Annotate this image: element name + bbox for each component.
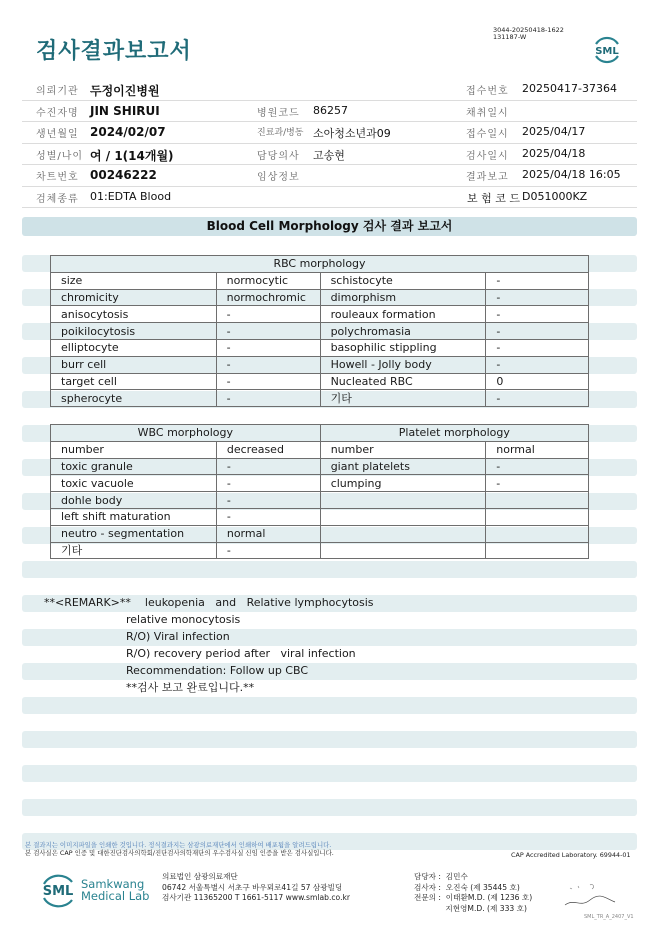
wbc-item-value-2: - [486, 458, 589, 475]
wbc-item-value: decreased [216, 441, 320, 458]
label-specimen: 검체종류 [36, 193, 79, 205]
document-id [493, 27, 564, 41]
label-received: 접수일시 [466, 129, 509, 140]
label-sex-age: 성별/나이 [36, 150, 84, 162]
rbc-row [51, 356, 589, 373]
wbc-platelet-morphology-table [50, 424, 589, 559]
rbc-item-value-2: - [486, 289, 589, 306]
label-hospital-code: 병원코드 [257, 107, 300, 119]
wbc-item-name: toxic granule [51, 458, 217, 475]
info-row-institution [22, 79, 637, 101]
info-row-sex-age [22, 144, 637, 166]
rbc-item-name: chromicity [51, 289, 217, 306]
rbc-item-value: - [216, 339, 320, 356]
rbc-item-name-2: Nucleated RBC [320, 373, 486, 390]
info-row-chart-no [22, 165, 637, 187]
wbc-item-name-2 [320, 492, 486, 509]
wbc-item-value: - [216, 458, 320, 475]
rbc-item-name: spherocyte [51, 390, 217, 407]
doc-id-line1: 3044-20250418-1622 [493, 26, 564, 34]
remark-line: **검사 보고 완료입니다.** [126, 681, 255, 694]
address: 06742 서울특별시 서초구 바우뫼로41길 57 삼광빌딩 [162, 882, 343, 892]
brand-line1: Samkwang [81, 877, 145, 891]
remark-line: relative monocytosis [126, 613, 241, 626]
rbc-item-name-2: schistocyte [320, 272, 486, 289]
rbc-item-value-2: - [486, 272, 589, 289]
stripe-band [22, 561, 637, 578]
value-dob: 2024/02/07 [90, 125, 166, 139]
value-insurance: D051000KZ [522, 189, 588, 203]
rbc-item-name-2: 기타 [320, 390, 486, 407]
rbc-header: RBC morphology [51, 256, 589, 273]
rbc-item-name-2: dimorphism [320, 289, 486, 306]
label-insurance: 보 험 코 드 [467, 191, 520, 205]
label-clinical: 임상정보 [257, 172, 300, 183]
rbc-item-value: - [216, 323, 320, 340]
brand-line2: Medical Lab [81, 889, 150, 903]
footer-notice [25, 841, 334, 857]
remark-line: R/O) recovery period after viral infection [126, 647, 356, 660]
rbc-item-name-2: basophilic stippling [320, 339, 486, 356]
wbc-item-name-2: giant platelets [320, 458, 486, 475]
rbc-row [51, 323, 589, 340]
value-received: 2025/04/17 [522, 125, 586, 138]
value-chart-no: 00246222 [90, 168, 157, 182]
wbc-row [51, 441, 589, 458]
rbc-item-name: target cell [51, 373, 217, 390]
rbc-item-name: size [51, 272, 217, 289]
form-id: SML_TR_A_2407_V1 [584, 914, 634, 920]
signature-icon [560, 880, 630, 910]
rbc-item-name: anisocytosis [51, 306, 217, 323]
doc-id-line2: 131187-W [493, 33, 527, 41]
wbc-item-value-2 [486, 542, 589, 559]
stripe-band [22, 731, 637, 748]
wbc-item-name-2 [320, 525, 486, 542]
remark-first-line [44, 594, 374, 611]
wbc-row [51, 458, 589, 475]
value-receipt-no: 20250417-37364 [522, 82, 617, 95]
notice-image-print: 본 결과지는 이미지파일을 인쇄한 것입니다. 정식결과지는 삼광의료재단에서 인쇄하여 배포됨을 알려드립니다. [25, 841, 332, 849]
rbc-item-value-2: - [486, 356, 589, 373]
platelet-header: Platelet morphology [320, 425, 588, 442]
wbc-item-value: - [216, 542, 320, 559]
rbc-item-value-2: - [486, 306, 589, 323]
rbc-row [51, 339, 589, 356]
wbc-item-value: - [216, 492, 320, 509]
label-institution: 의뢰기관 [36, 86, 79, 97]
staff-manager: 담당자 : 김민수 [414, 872, 468, 881]
rbc-row [51, 373, 589, 390]
stripe-band [22, 799, 637, 816]
stripe-band [22, 697, 637, 714]
value-specimen: 01:EDTA Blood [90, 189, 172, 203]
wbc-row [51, 508, 589, 525]
rbc-item-value: - [216, 390, 320, 407]
rbc-item-name: burr cell [51, 356, 217, 373]
value-reported: 2025/04/18 16:05 [522, 168, 621, 181]
label-tested: 검사일시 [466, 150, 509, 162]
label-collection: 채취일시 [466, 107, 509, 119]
contact: 검사기관 11365200 T 1661-5117 www.smlab.co.kr [162, 893, 350, 902]
report-title: 검사결과보고서 [36, 39, 192, 64]
remark-line: R/O) Viral infection [126, 630, 230, 643]
rbc-item-value-2: - [486, 339, 589, 356]
lab-address [162, 872, 350, 904]
wbc-item-name: dohle body [51, 492, 217, 509]
org-name: 의료법인 삼광의료재단 [162, 872, 238, 881]
label-reported: 결과보고 [466, 172, 509, 183]
wbc-row [51, 492, 589, 509]
rbc-item-name: poikilocytosis [51, 323, 217, 340]
info-row-specimen [22, 187, 637, 209]
rbc-header-row [51, 256, 589, 273]
wbc-item-value-2 [486, 508, 589, 525]
rbc-morphology-table [50, 255, 589, 407]
wbc-item-name-2 [320, 542, 486, 559]
cap-accreditation: CAP Accredited Laboratory. 69944-01 [511, 851, 631, 859]
sml-logo-icon [590, 33, 624, 67]
rbc-item-name-2: Howell - Jolly body [320, 356, 486, 373]
wbc-row [51, 475, 589, 492]
sml-footer-logo-icon [36, 872, 80, 908]
value-doctor: 고송현 [313, 148, 345, 162]
remark-line: Recommendation: Follow up CBC [126, 664, 309, 677]
rbc-item-name-2: polychromasia [320, 323, 486, 340]
rbc-item-value: normocytic [216, 272, 320, 289]
wbc-item-value-2: - [486, 475, 589, 492]
remark-section [44, 594, 374, 696]
label-dept: 진료과/병동 [257, 128, 304, 138]
wbc-item-value: - [216, 475, 320, 492]
wbc-item-name: toxic vacuole [51, 475, 217, 492]
label-receipt-no: 접수번호 [466, 86, 509, 97]
info-row-dob [22, 122, 637, 144]
value-name: JIN SHIRUI [90, 103, 160, 118]
wbc-item-value-2 [486, 492, 589, 509]
label-doctor: 담당의사 [257, 150, 300, 162]
value-tested: 2025/04/18 [522, 146, 586, 160]
label-chart-no: 차트번호 [36, 172, 79, 183]
wbc-item-name: number [51, 441, 217, 458]
rbc-row [51, 390, 589, 407]
staff-examiner: 검사자 : 오진숙 (제 35445 호) [414, 882, 520, 892]
rbc-row [51, 306, 589, 323]
wbc-row [51, 542, 589, 559]
wbc-item-value: normal [216, 525, 320, 542]
label-dob: 생년월일 [36, 129, 79, 140]
value-dept: 소아청소년과09 [313, 127, 391, 140]
wbc-item-value: - [216, 508, 320, 525]
wbc-item-name: 기타 [51, 542, 217, 559]
rbc-item-value-2: 0 [486, 373, 589, 390]
rbc-row [51, 272, 589, 289]
notice-cap-certification: 본 검사실은 CAP 인증 및 대한진단검사의학회/진단검사의학재단의 우수검사실 신임 인증을 받은 검사실입니다. [25, 849, 334, 857]
wbc-header-row [51, 425, 589, 442]
brand-name [81, 878, 149, 902]
rbc-item-name-2: rouleaux formation [320, 306, 486, 323]
value-institution: 두정이진병원 [90, 84, 160, 98]
wbc-item-name: left shift maturation [51, 508, 217, 525]
rbc-item-name: elliptocyte [51, 339, 217, 356]
remark-first-text: leukopenia and Relative lymphocytosis [130, 596, 374, 609]
wbc-header: WBC morphology [51, 425, 321, 442]
wbc-row [51, 525, 589, 542]
staff-list [414, 872, 532, 914]
value-hospital-code: 86257 [313, 103, 348, 117]
wbc-item-name: neutro - segmentation [51, 525, 217, 542]
wbc-item-value-2 [486, 525, 589, 542]
wbc-item-name-2 [320, 508, 486, 525]
rbc-item-value-2: - [486, 390, 589, 407]
wbc-item-name-2: number [320, 441, 486, 458]
staff-specialist-2: 지현영M.D. (제 333 호) [414, 903, 527, 913]
wbc-item-name-2: clumping [320, 475, 486, 492]
stripe-band [22, 765, 637, 782]
rbc-item-value: - [216, 306, 320, 323]
patient-info [22, 79, 637, 208]
wbc-item-value-2: normal [486, 441, 589, 458]
rbc-item-value: - [216, 373, 320, 390]
label-name: 수진자명 [36, 107, 79, 119]
svg-text:SML: SML [595, 46, 619, 57]
rbc-row [51, 289, 589, 306]
rbc-item-value: - [216, 356, 320, 373]
section-title: Blood Cell Morphology 검사 결과 보고서 [22, 217, 637, 236]
value-sex-age: 여 / 1(14개월) [90, 148, 174, 163]
rbc-item-value: normochromic [216, 289, 320, 306]
svg-text:SML: SML [42, 884, 74, 899]
staff-specialist: 전문의 : 이태환M.D. (제 1236 호) [414, 893, 533, 902]
info-row-name [22, 101, 637, 123]
rbc-item-value-2: - [486, 323, 589, 340]
remark-label: **<REMARK>** [44, 596, 131, 609]
